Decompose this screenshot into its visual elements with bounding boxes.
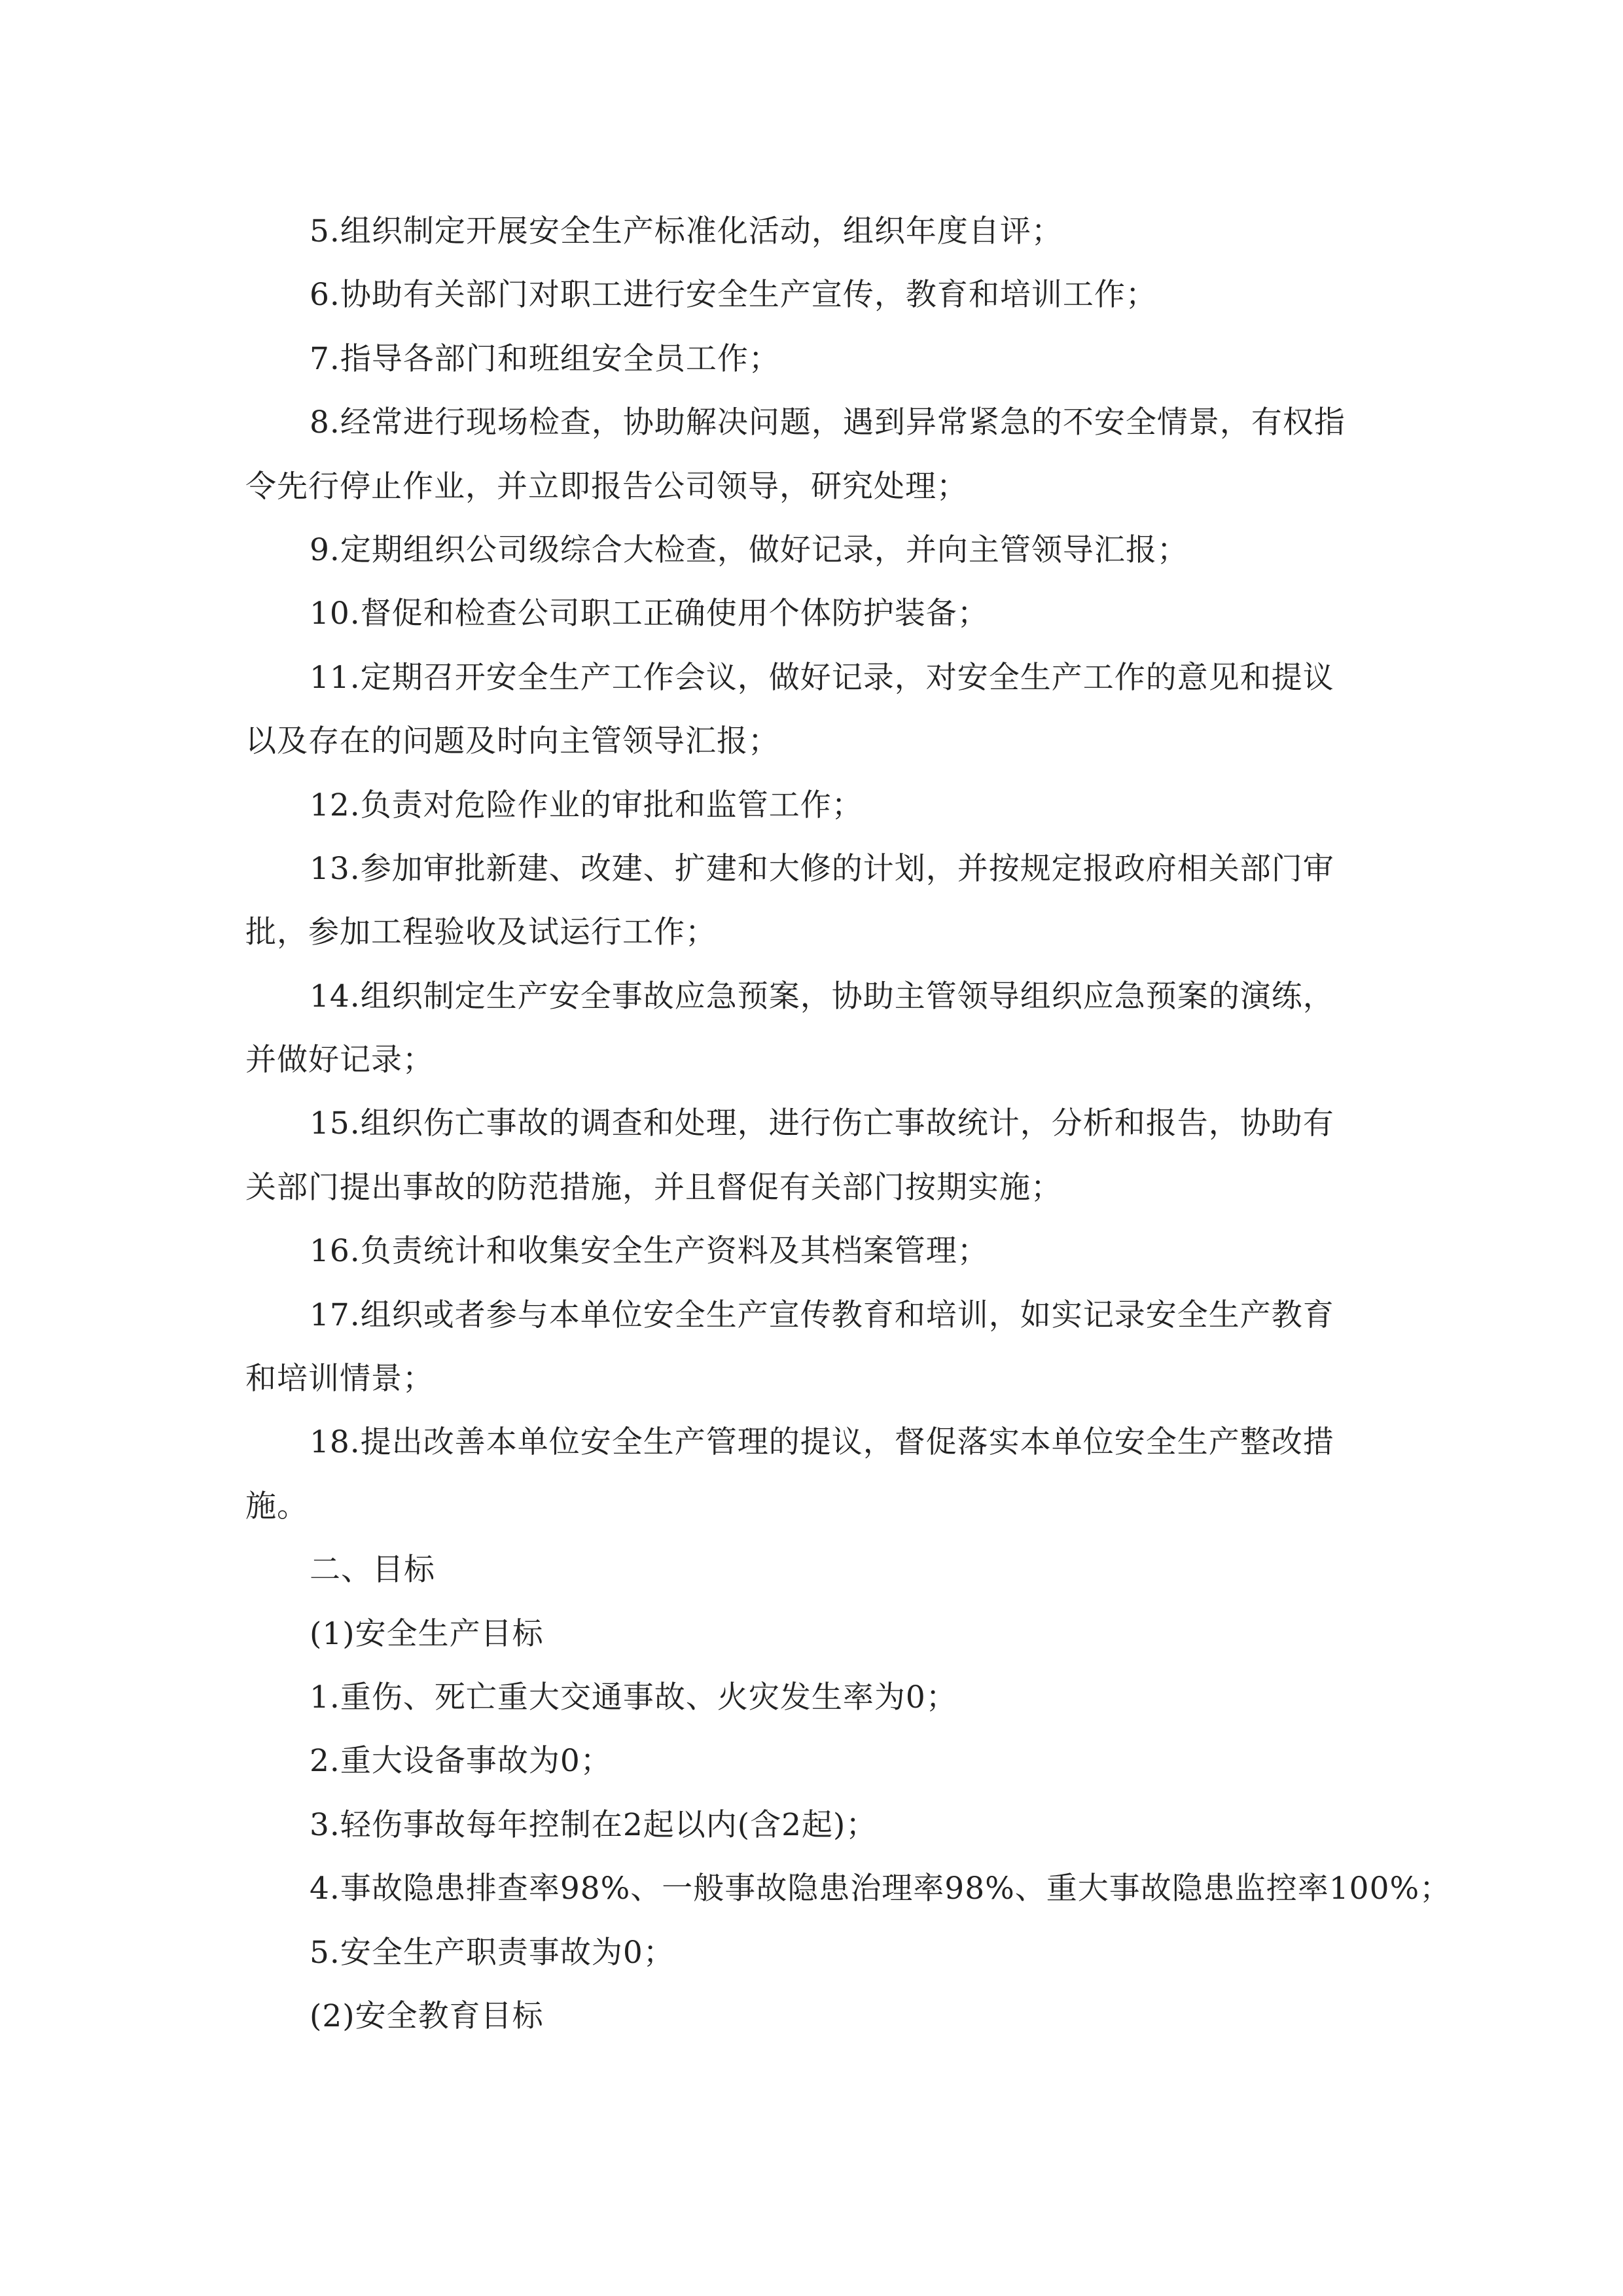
text-line: 8.经常进行现场检查，协助解决问题，遇到异常紧急的不安全情景，有权指 [310,404,1346,441]
text-line: 批，参加工程验收及试运行工作； [245,914,717,951]
text-line: 3.轻伤事故每年控制在2起以内(含2起)； [310,1806,878,1843]
text-line: 和培训情景； [245,1361,434,1397]
text-line: 15.组织伤亡事故的调查和处理，进行伤亡事故统计，分析和报告，协助有 [310,1105,1334,1142]
text-line: 12.负责对危险作业的审批和监管工作； [310,787,863,823]
text-line: 18.提出改善本单位安全生产管理的提议，督促落实本单位安全生产整改措 [310,1424,1334,1461]
text-line: 5.组织制定开展安全生产标准化活动，组织年度自评； [310,213,1063,249]
text-line: 令先行停止作业，并立即报告公司领导，研究处理； [245,468,968,505]
subsection-heading: (1)安全生产目标 [310,1615,544,1652]
text-line: 2.重大设备事故为0； [310,1743,612,1780]
text-line: 1.重伤、死亡重大交通事故、火灾发生率为0； [310,1679,957,1715]
section-heading: 二、目标 [310,1552,435,1588]
text-line: 5.安全生产职责事故为0； [310,1934,675,1971]
text-line: 9.定期组织公司级综合大检查，做好记录，并向主管领导汇报； [310,531,1188,568]
text-line: 10.督促和检查公司职工正确使用个体防护装备； [310,596,989,632]
text-line: 关部门提出事故的防范措施，并且督促有关部门按期实施； [245,1169,1062,1206]
text-line: 13.参加审批新建、改建、扩建和大修的计划，并按规定报政府相关部门审 [310,850,1334,887]
text-line: 4.事故隐患排查率98%、一般事故隐患治理率98%、重大事故隐患监控率100%； [310,1871,1452,1907]
text-line: 以及存在的问题及时向主管领导汇报； [245,723,779,760]
text-line: 11.定期召开安全生产工作会议，做好记录，对安全生产工作的意见和提议 [310,659,1334,696]
text-line: 6.协助有关部门对职工进行安全生产宣传，教育和培训工作； [310,277,1157,314]
text-line: 施。 [245,1488,308,1524]
subsection-heading: (2)安全教育目标 [310,1998,544,2034]
document-body [245,200,1452,2048]
text-line: 7.指导各部门和班组安全员工作； [310,340,780,377]
text-line: 17.组织或者参与本单位安全生产宣传教育和培训，如实记录安全生产教育 [310,1297,1334,1333]
text-line: 16.负责统计和收集安全生产资料及其档案管理； [310,1233,989,1270]
text-line: 14.组织制定生产安全事故应急预案，协助主管领导组织应急预案的演练， [310,978,1334,1014]
text-line: 并做好记录； [245,1042,434,1079]
